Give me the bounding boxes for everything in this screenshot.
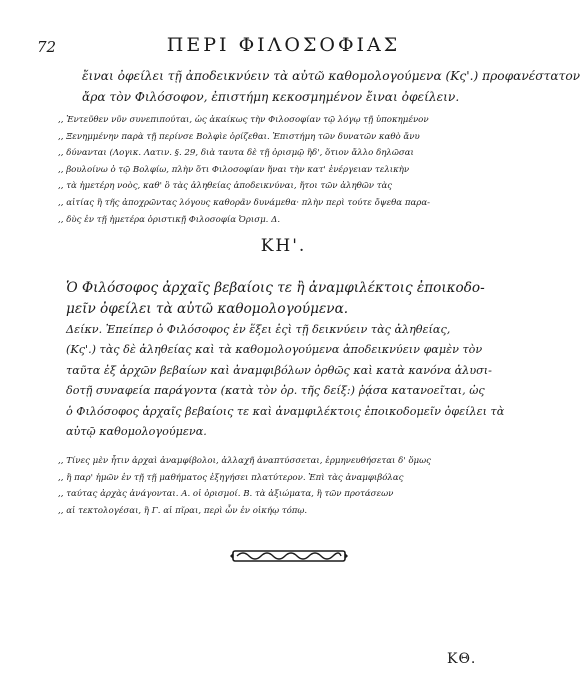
- note-line: ,, ἢ παρ' ἡμῶν ἐν τῇ τῇ μαθήματος ἐξηγήσει πλατύτερον. Ἐπὶ τὰς ἀναμφιβόλας: [58, 472, 404, 483]
- note-line: ,, αἱ τεκτολογέσαι, ἢ Γ. αἱ πῖραι, περὶ ὧν ἐν οἰκήῳ τόπῳ.: [58, 505, 308, 516]
- demonstration: [66, 320, 528, 442]
- ornament-divider: [229, 546, 349, 566]
- proposition-line: μεῖν ὀφείλει τὰ αὐτῶ καθομολογούμενα.: [66, 301, 349, 317]
- proposition-line: Ὁ Φιλόσοφος ἀρχαῖς βεβαίοις τε ἢ ἀναμφιλέκτοις ἐποικοδο-: [66, 280, 485, 296]
- note-line: ,, τὰ ἡμετέρη νοὸς, καθ' ὃ τὰς ἀληθείας ἀποδεικνύναι, ἤτοι τῶν ἀληθῶν τὰς: [58, 181, 393, 192]
- text-line: ἔιναι ὀφείλει τῇ ἀποδεικνύειν τὰ αὐτῶ καθομολογούμενα (Κς'.) προφανέστατον: [82, 69, 580, 83]
- text-line: αὐτῷ καθομολογούμενα.: [66, 425, 207, 439]
- opening-paragraph: [82, 66, 580, 108]
- note-line: ,, δὺς ἐν τῇ ἡμετέρα ὁριστικῇ Φιλοσοφία Ὀρισμ. Δ.: [58, 214, 281, 225]
- note-line: ,, βουλοίνω ὁ τῷ Βολφίω, πλὴν ὅτι Φιλοσοφίαν ἥναι τὴν κατ' ἐνέργειαν τελικὴν: [58, 164, 410, 175]
- section-heading: ΚΗ'.: [260, 236, 307, 256]
- note-line: ,, Τίνες μὲν ἦτιν ἀρχαὶ ἀναμφίβολοι, ἀλλαχῆ ἀναπτύσσεται, ἑρμηνευθήσεται δ' ὅμως: [58, 456, 431, 466]
- footnote-block-1: [58, 112, 524, 228]
- running-head: ΠΕΡΙ ΦΙΛΟΣΟΦΙΑΣ: [166, 34, 401, 56]
- note-line: ,, αἰτίας ἢ τῆς ἀποχρῶντας λόγους καθορᾶν δυνάμεθα· πλὴν περὶ τούτε ὄψεθα παρα-: [58, 197, 431, 208]
- text-line: ἄρα τὸν Φιλόσοφον, ἐπιστήμη κεκοσμημένον ἔιναι ὀφείλειν.: [82, 90, 460, 104]
- note-line: ,, ταύτας ἀρχὰς ἀνάγονται. Α. οἱ ὁρισμοί. Β. τὰ ἀξιώματα, ἢ τῶν προτάσεων: [58, 489, 394, 500]
- note-line: ,, Ξενημμένην παρὰ τῇ περίνσε Βολφὶε ὁρίζεθαι. Ἐπιστήμη τῶν δυνατῶν καθὸ ἄνυ: [58, 131, 420, 142]
- note-line: ,, δύνανται (Λογικ. Λατιν. §. 29, διὰ ταυτα δὲ τῇ ὀρισμῷ ἢδ', ὅτιον ἄλλο δηλῶσαι: [58, 148, 414, 159]
- text-line: ταῦτα ἐξ ἀρχῶν βεβαίων καὶ ἀναμφιβόλων ὀρθῶς καὶ κατὰ κανόνα ἀλυσι-: [66, 363, 492, 377]
- text-line: Δείκν. Ἐπείπερ ὁ Φιλόσοφος ἐν ἕξει ἐςὶ τῇ δεικνύειν τὰς ἀληθείας,: [66, 323, 451, 336]
- text-line: (Κς'.) τὰς δὲ ἀληθείας καὶ τὰ καθομολογούμενα ἀποδεικνύειν φαμὲν τὸν: [66, 343, 483, 357]
- page-number: 72: [37, 38, 57, 56]
- text-line: δοτῇ συναφεία παράγοντα (κατὰ τὸν ὀρ. τῆς δείξ:) ῥᾴσα κατανοεῖται, ὡς: [66, 384, 485, 398]
- catchword: ΚΘ.: [447, 651, 477, 667]
- footnote-block-2: [58, 453, 524, 519]
- note-line: ,, Ἐντεῦθεν νῦν συνεπιπούται, ὡς ἀκαίκως τὴν Φιλοσοφίαν τῷ λόγῳ τῇ ὑποκημένον: [58, 115, 429, 125]
- proposition: [66, 278, 528, 320]
- text-line: ὁ Φιλόσοφος ἀρχαῖς βεβαίοις τε καὶ ἀναμφιλέκτοις ἐποικοδομεῖν ὀφείλει τὰ: [66, 404, 505, 418]
